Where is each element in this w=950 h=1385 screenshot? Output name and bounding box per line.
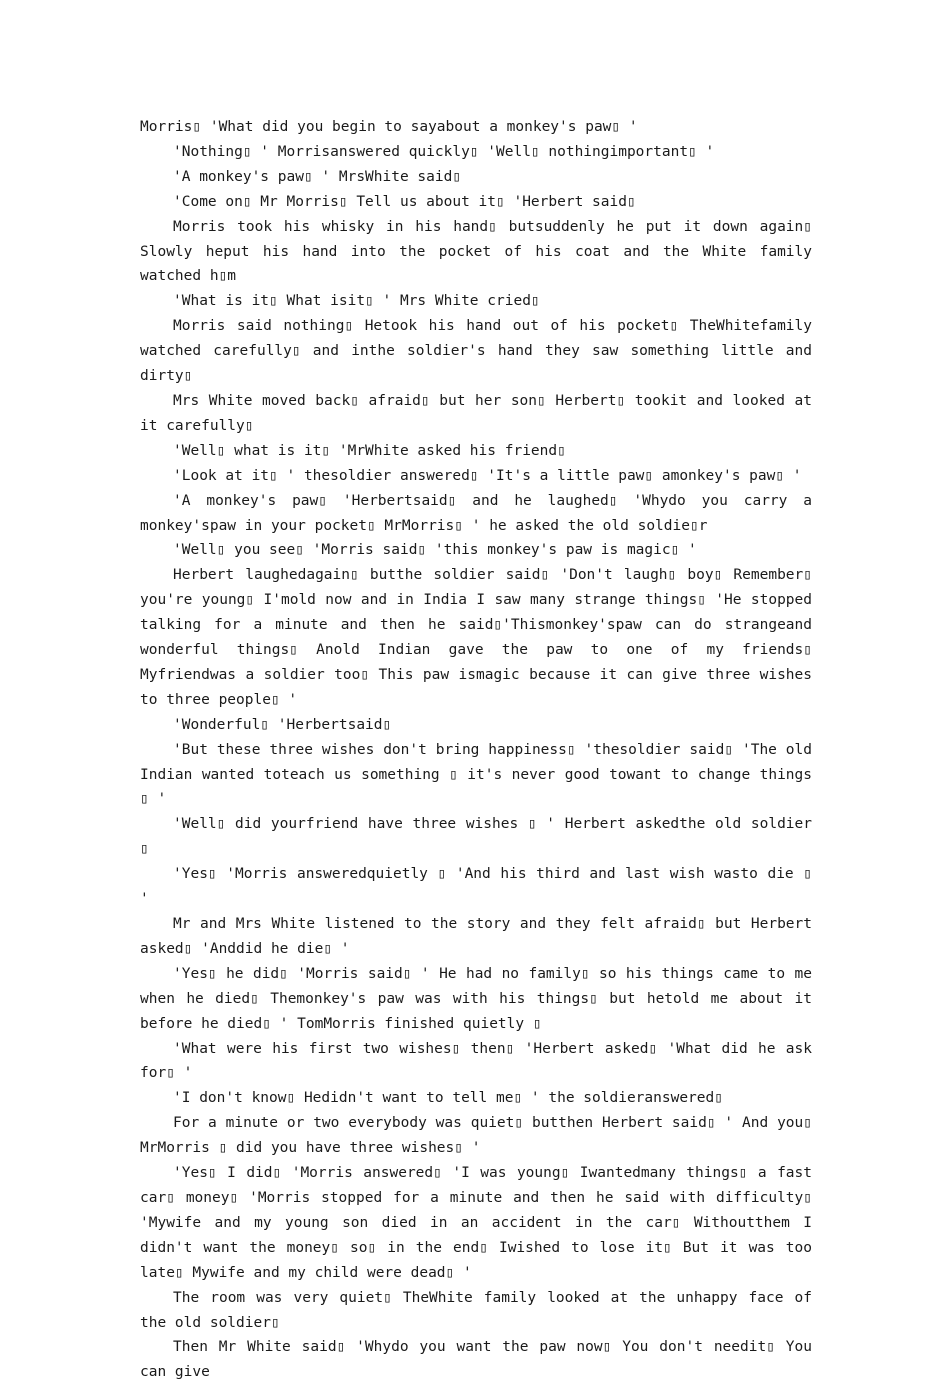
- paragraph: Herbert laughedagain▯ butthe soldier said▯ 'Don't laugh▯ boy▯ Remember▯ you're young▯ I'mold now and in India I saw many strange things▯ 'He stopped talking for a minute and then he said▯'Thismonkey'spaw can do strangeand wonderful things▯ Anold Indian gave the paw to one of my friends▯ Myfriendwas a soldier too▯ This paw ismagic because it can give three wishes to three people▯ ': [140, 567, 812, 708]
- paragraph: For a minute or two everybody was quiet▯ butthen Herbert said▯ ' And you▯ MrMorris ▯ did you have three wishes▯ ': [140, 1115, 812, 1157]
- paragraph: 'Well▯ what is it▯ 'MrWhite asked his friend▯: [173, 442, 566, 459]
- paragraph: 'Come on▯ Mr Morris▯ Tell us about it▯ 'Herbert said▯: [173, 193, 636, 210]
- paragraph: Then Mr White said▯ 'Whydo you want the paw now▯ You don't needit▯ You can give: [140, 1339, 812, 1381]
- paragraph: 'Yes▯ he did▯ 'Morris said▯ ' He had no family▯ so his things came to me when he died▯ Themonkey's paw was with his things▯ but hetold me about it before he died▯ ' TomMorris finished quietly ▯: [140, 965, 812, 1032]
- paragraph: 'Yes▯ I did▯ 'Morris answered▯ 'I was young▯ Iwantedmany things▯ a fast car▯ money▯ 'Morris stopped for a minute and then he said with difficulty▯ 'Mywife and my young son died in an accident in the car▯ Withoutthem I didn't want the money▯ so▯ in the end▯ Iwished to lose it▯ But it was too late▯ Mywife and my child were dead▯ ': [140, 1165, 812, 1281]
- paragraph: Morris took his whisky in his hand▯ butsuddenly he put it down again▯ Slowly heput his hand into the pocket of his coat and the White family watched h▯m: [140, 218, 812, 285]
- paragraph: 'What were his first two wishes▯ then▯ 'Herbert asked▯ 'What did he ask for▯ ': [140, 1040, 812, 1082]
- paragraph: 'Yes▯ 'Morris answeredquietly ▯ 'And his third and last wish wasto die ▯ ': [140, 866, 812, 908]
- paragraph: 'Look at it▯ ' thesoldier answered▯ 'It's a little paw▯ amonkey's paw▯ ': [173, 467, 802, 484]
- paragraph: 'A monkey's paw▯ ' MrsWhite said▯: [173, 168, 462, 185]
- paragraph: 'Nothing▯ ' Morrisanswered quickly▯ 'Well▯ nothingimportant▯ ': [173, 143, 715, 160]
- paragraph: 'But these three wishes don't bring happiness▯ 'thesoldier said▯ 'The old Indian wanted toteach us something ▯ it's never good towant to change things ▯ ': [140, 741, 812, 808]
- paragraph: Morris▯ 'What did you begin to sayabout a monkey's paw▯ ': [140, 119, 638, 135]
- story-text: [140, 115, 812, 1385]
- paragraph: 'Wonderful▯ 'Herbertsaid▯: [173, 716, 392, 733]
- paragraph: The room was very quiet▯ TheWhite family looked at the unhappy face of the old soldier▯: [140, 1289, 812, 1331]
- paragraph: 'I don't know▯ Hedidn't want to tell me▯ ' the soldieranswered▯: [173, 1090, 723, 1107]
- paragraph: 'Well▯ you see▯ 'Morris said▯ 'this monkey's paw is magic▯ ': [173, 542, 697, 559]
- paragraph: 'Well▯ did yourfriend have three wishes ▯ ' Herbert askedthe old soldier ▯: [140, 816, 812, 858]
- paragraph: Mrs White moved back▯ afraid▯ but her son▯ Herbert▯ tookit and looked at it carefully▯: [140, 392, 812, 434]
- paragraph: 'What is it▯ What isit▯ ' Mrs White cried▯: [173, 293, 540, 310]
- paragraph: Morris said nothing▯ Hetook his hand out of his pocket▯ TheWhitefamily watched carefully▯ and inthe soldier's hand they saw something little and dirty▯: [140, 318, 812, 385]
- paragraph: Mr and Mrs White listened to the story and they felt afraid▯ but Herbert asked▯ 'Anddid he die▯ ': [140, 916, 812, 957]
- paragraph: 'A monkey's paw▯ 'Herbertsaid▯ and he laughed▯ 'Whydo you carry a monkey'spaw in your pocket▯ MrMorris▯ ' he asked the old soldie▯r: [140, 492, 812, 534]
